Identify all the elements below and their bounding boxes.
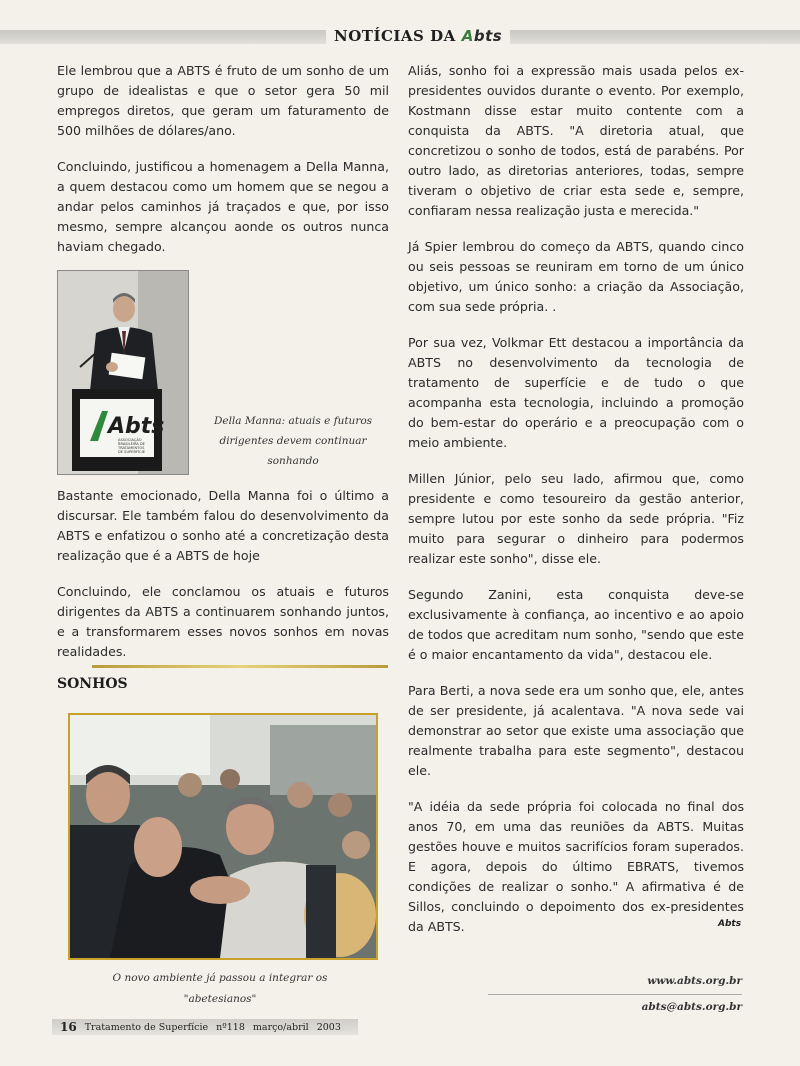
paragraph: Concluindo, ele conclamou os atuais e futuros dirigentes da ABTS a continuarem sonhando juntos, e a transformarem esses novos sonhos em novas realidades. <box>57 584 389 659</box>
section-divider <box>92 665 388 668</box>
page-footer <box>52 1019 358 1035</box>
podium-text: DE SUPERFÍCIE <box>118 450 145 454</box>
paragraph: Aliás, sonho foi a expressão mais usada pelos ex-presidentes ouvidos durante o evento. Por exemplo, Kostmann disse estar muito contente com a conquista da ABTS. "A diretoria atual, que concretizou o sonho de todos, está de parabéns. Por outro lado, as diretorias anteriores, todas, sempre tiveram o objetivo de criar esta sede e, sempre, confiaram nessa realização justa e merecida." <box>408 63 744 218</box>
group-embrace-image <box>70 715 376 958</box>
podium-text: ASSOCIAÇÃO <box>118 438 142 442</box>
paragraph: Para Berti, a nova sede era um sonho que, ele, antes de ser presidente, já acalentava. "A nova sede vai demonstrar ao setor que existe uma associação que realmente trabalha para este segmento", destacou ele. <box>408 683 744 778</box>
paragraph: Já Spier lembrou do começo da ABTS, quando cinco ou seis pessoas se reuniram em torno de um único objetivo, um único sonho: a criação da Associação, com sua sede própria. . <box>408 239 744 314</box>
paragraph: "A idéia da sede própria foi colocada no final dos anos 70, em uma das reuniões da ABTS. Muitas gestões houve e muitos sacrifícios foram superados. E agora, depois do último EBRATS, tivemos condições de realizar o sonho." A afirmativa é de Sillos, concluindo o depoimento dos ex-presidentes da ABTS. <box>408 799 744 934</box>
section-title: SONHOS <box>57 676 128 692</box>
della-manna-photo <box>57 270 189 475</box>
paragraph: Bastante emocionado, Della Manna foi o último a discursar. Ele também falou do desenvolvimento da ABTS e enfatizou o sonho até a concretização desta realização que é a ABTS de hoje <box>57 488 389 563</box>
paragraph: Ele lembrou que a ABTS é fruto de um sonho de um grupo de idealistas e que o setor gera 50 mil empregos diretos, que geram um faturamento de 500 milhões de dólares/ano. <box>57 63 389 138</box>
section-header-text: NOTÍCIAS DA <box>334 27 456 45</box>
podium-text: BRASILEIRA DE <box>118 442 145 446</box>
issue-number: nº118 <box>216 1021 245 1033</box>
right-column <box>408 61 744 953</box>
photo-caption: O novo ambiente já passou a integrar os "abetesianos" <box>112 972 328 1005</box>
issue-period: março/abril <box>252 1021 309 1033</box>
abts-logo: Abts <box>461 27 503 45</box>
website-link[interactable]: www.abts.org.br <box>647 975 742 987</box>
podium-logo-text: Abts <box>108 414 165 439</box>
section-header <box>326 22 510 50</box>
contact-links <box>488 973 742 1016</box>
end-mark-logo: Abts <box>718 919 742 929</box>
publication-name: Tratamento de Superfície <box>84 1021 209 1033</box>
paragraph: Concluindo, justificou a homenagem a Della Manna, a quem destacou como um homem que se negou a andar pelos caminhos já traçados e que, por isso mesmo, sempre alcançou aonde os outros nunca haviam chegado. <box>57 159 389 254</box>
left-column-top <box>57 61 389 273</box>
email-link[interactable]: abts@abts.org.br <box>641 1001 742 1013</box>
paragraph: Segundo Zanini, esta conquista deve-se exclusivamente à confiança, ao incentivo e ao apoio de todos que acreditam num sonho, "sendo que este é o maior encantamento da vida", destacou ele. <box>408 587 744 662</box>
speaker-at-podium-image <box>58 271 188 474</box>
paragraph: Por sua vez, Volkmar Ett destacou a importância da ABTS no desenvolvimento da tecnologia de tratamento de superfície e de tudo o que acompanha esta tecnologia, incluindo a promoção do bem-estar do operário e a preocupação com o meio ambiente. <box>408 335 744 450</box>
celebration-photo <box>68 713 378 960</box>
podium-text: TRATAMENTOS <box>118 446 145 450</box>
issue-year: 2003 <box>316 1021 341 1033</box>
page-number: 16 <box>60 1020 77 1034</box>
paragraph: Millen Júnior, pelo seu lado, afirmou que, como presidente e como tesoureiro da gestão anterior, sempre lutou por este sonho da sede própria. "Fiz muito para segurar o dinheiro para podermos realizar este sonho", disse ele. <box>408 471 744 566</box>
left-column-bottom <box>57 486 389 678</box>
link-divider <box>488 994 742 995</box>
photo-caption: Della Manna: atuais e futuros dirigentes devem continuar sonhando <box>213 415 373 467</box>
